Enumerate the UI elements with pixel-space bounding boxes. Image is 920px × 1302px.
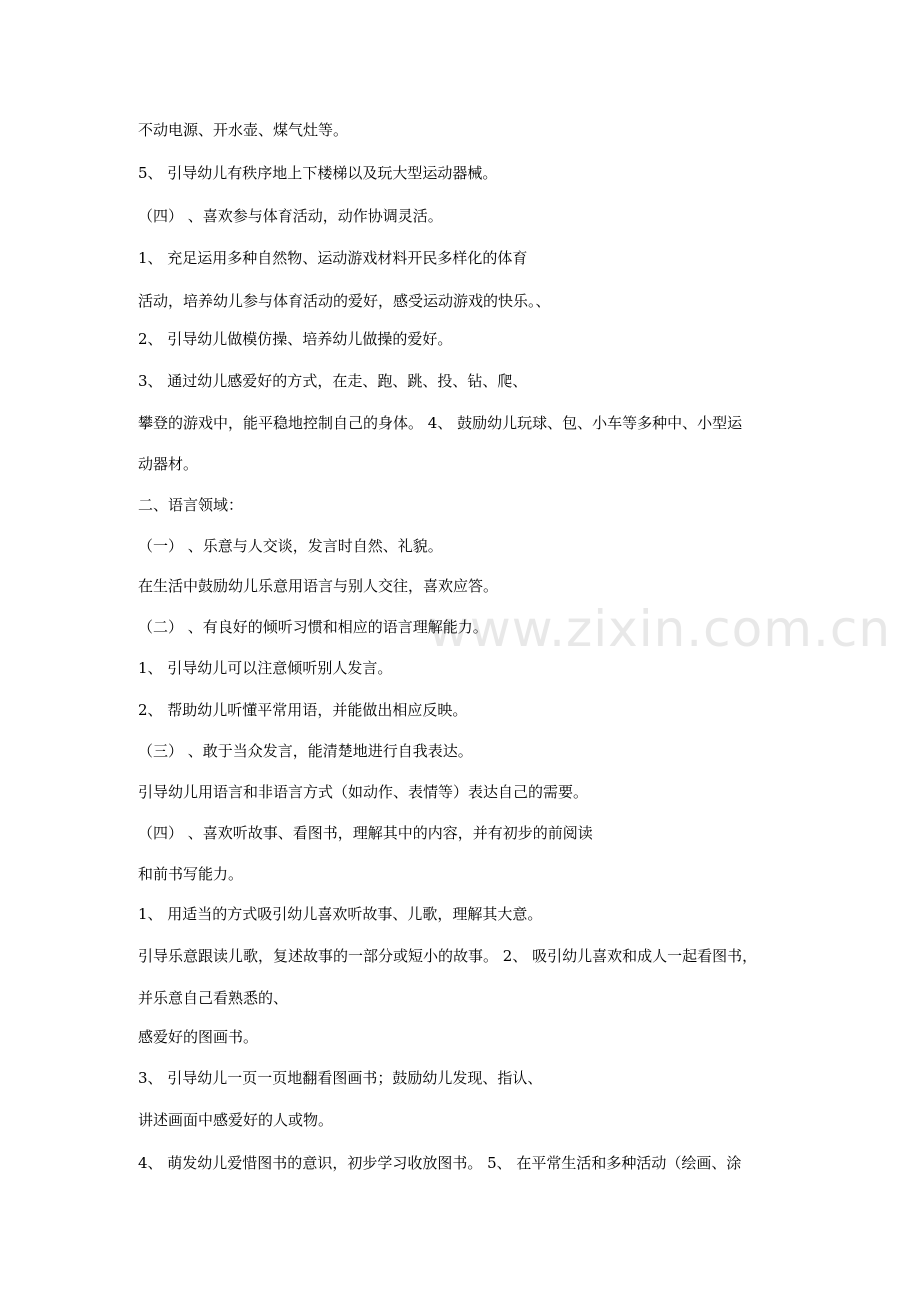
text-line: 和前书写能力。 — [138, 865, 244, 883]
section-heading: （一） 、乐意与人交谈，发言时自然、礼貌。 — [138, 537, 443, 555]
text-line: 活动，培养幼儿参与体育活动的爱好，感受运动游戏的快乐。、 — [138, 292, 551, 310]
text-line: 引导乐意跟读儿歌，复述故事的一部分或短小的故事。 2、 吸引幼儿喜欢和成人一起看图书， — [138, 947, 758, 965]
text-line: 不动电源、开水壶、煤气灶等。 — [138, 121, 349, 139]
text-line: 3、 通过幼儿感爱好的方式，在走、跑、跳、投、钻、爬、 — [138, 372, 528, 390]
text-line: 并乐意自己看熟悉的、 — [138, 989, 289, 1007]
section-heading: （三） 、敢于当众发言，能清楚地进行自我表达。 — [138, 742, 473, 760]
text-line: 在生活中鼓励幼儿乐意用语言与别人交往，喜欢应答。 — [138, 577, 499, 595]
text-line: 4、 萌发幼儿爱惜图书的意识，初步学习收放图书。 5、 在平常生活和多种活动（绘画、涂 — [138, 1154, 742, 1172]
text-line: 动器材。 — [138, 455, 199, 473]
text-line: 引导幼儿用语言和非语言方式（如动作、表情等）表达自己的需要。 — [138, 783, 589, 801]
text-line: 1、 引导幼儿可以注意倾听别人发言。 — [138, 659, 393, 677]
section-heading: 二、语言领域： — [138, 496, 244, 514]
text-line: 2、 帮助幼儿听懂平常用语，并能做出相应反映。 — [138, 701, 468, 719]
text-line: 1、 用适当的方式吸引幼儿喜欢听故事、儿歌，理解其大意。 — [138, 905, 543, 923]
text-line: 3、 引导幼儿一页一页地翻看图画书；鼓励幼儿发现、指认、 — [138, 1069, 543, 1087]
section-heading: （四） 、喜欢听故事、看图书，理解其中的内容，并有初步的前阅读 — [138, 824, 593, 842]
watermark: www.zixin.com.cn — [428, 600, 892, 658]
text-line: 攀登的游戏中，能平稳地控制自己的身体。 4、 鼓励幼儿玩球、包、小车等多种中、小型运 — [138, 414, 743, 432]
text-line: 5、 引导幼儿有秩序地上下楼梯以及玩大型运动器械。 — [138, 164, 498, 182]
section-heading: （二） 、有良好的倾听习惯和相应的语言理解能力。 — [138, 618, 488, 636]
section-heading: （四） 、喜欢参与体育活动，动作协调灵活。 — [138, 207, 443, 225]
text-line: 讲述画面中感爱好的人或物。 — [138, 1111, 334, 1129]
text-line: 2、 引导幼儿做模仿操、培养幼儿做操的爱好。 — [138, 330, 453, 348]
text-line: 1、 充足运用多种自然物、运动游戏材料开民多样化的体育 — [138, 249, 528, 267]
text-line: 感爱好的图画书。 — [138, 1028, 259, 1046]
